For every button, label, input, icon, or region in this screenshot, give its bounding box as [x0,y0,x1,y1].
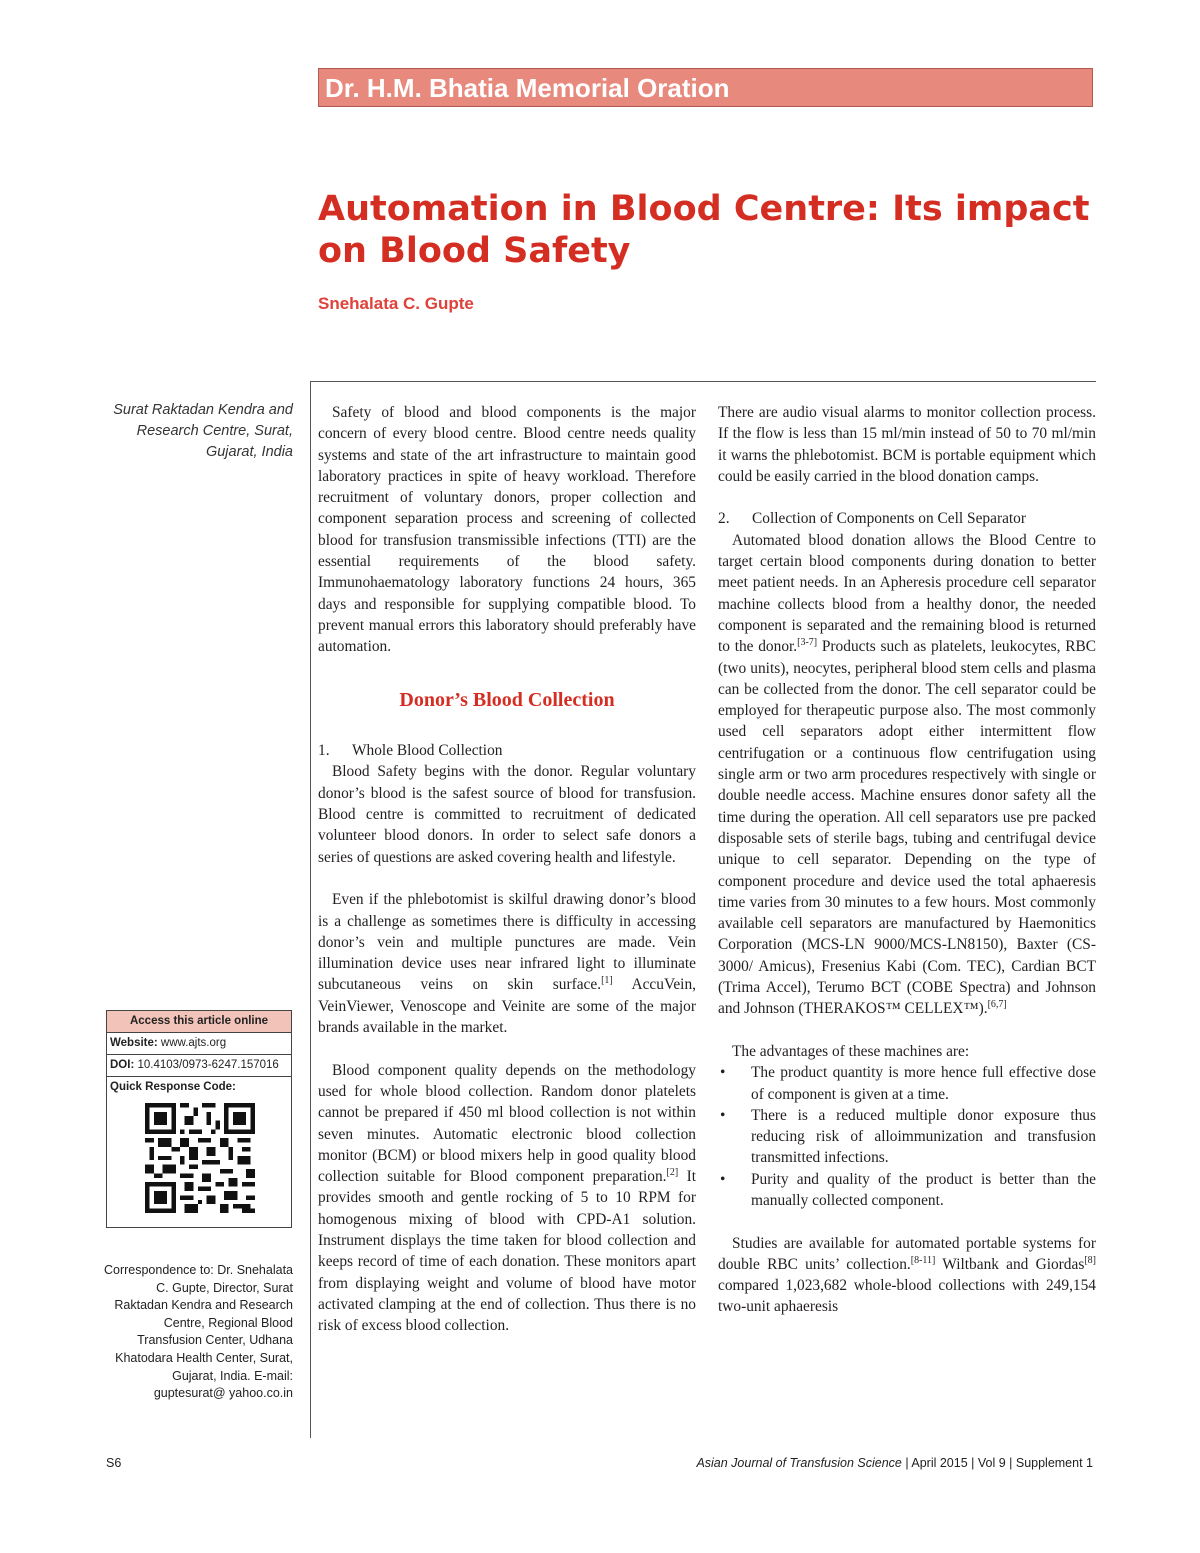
doi-label: DOI: [110,1059,135,1071]
section-heading: Donor’s Blood Collection [399,688,615,711]
correspondence-label: Correspondence to: [103,1263,214,1277]
journal-issue: | April 2015 | Vol 9 | Supplement 1 [901,1456,1093,1470]
journal-footer [696,1456,1093,1470]
body-column-left [318,402,696,1336]
page-number: S6 [106,1456,122,1470]
correspondence [100,1262,293,1403]
column-rule [310,381,311,1438]
qr-code-icon [145,1103,255,1213]
list-item: • Purity and quality of the product is better than the manually collected component. [718,1169,1096,1212]
apheresis-text: Automated blood donation allows the Blood Centre to target certain blood components during donation to better meet patient needs. In an Apheresis procedure cell separator machine collects blood from a healthy donor, the needed component is separated and the remaining blood is returned to the donor. [718,531,1096,656]
body-column-right [718,402,1096,1318]
citation: [8-11] [910,1254,936,1266]
studies-text-tail: Wiltbank and Giordas [935,1255,1085,1273]
list-item: • There is a reduced multiple donor exposure thus reducing risk of alloimmunization and transfusion transmitted infections. [718,1105,1096,1169]
access-heading: Access this article online [107,1011,291,1033]
paragraph-studies [718,1233,1096,1318]
paragraph-vein-illumination [318,889,696,1038]
doi-row [107,1055,291,1077]
qr-label-row [107,1077,291,1098]
top-rule [310,381,1096,382]
subsection-number-2: 2. [718,510,730,528]
subsection-title-1: Whole Blood Collection [352,742,503,760]
quality-text: Blood component quality depends on the methodology used for whole blood collection. Random donor platelets cannot be prepared if 450 ml blood collection is not within seven minutes. Automatic electronic blood collection monitor (BCM) or blood mixers help in good quality blood collection suitable for Blood component preparation. [318,1061,696,1186]
paragraph-alarms: There are audio visual alarms to monitor collection process. If the flow is less than 15 ml/min instead of 50 to 70 ml/min it warns the phlebotomist. BCM is portable equipment which could be easily carried in the blood donation camps. [718,404,1096,485]
section-title: Dr. H.M. Bhatia Memorial Oration [325,73,730,103]
apheresis-text-tail: Products such as platelets, leukocytes, RBC (two units), neocytes, peripheral blood stem cells and plasma can be collected from the donor. The cell separator could be employed for therapeutic purpose also. The most commonly used cell separators adopt either intermittent flow centrifugation or a continuous flow centrifugation using single arm or two arm procedures respectively with single or double needle access. Machine ensures donor safety all the time during the operation. All cell separators use pre packed disposable sets of sterile bags, tubing and centrifugal device unique to cell separator. Depending on the type of component procedure and device used the total aphaeresis time varies from 30 minutes to a few hours. Most commonly available cell separators are manufactured by Haemonitics Corporation (MCS-LN 9000/MCS-LN8150), Baxter (CS-3000/ Amicus), Fresenius Kabi (Com. TEC), Cardian BCT (Trima Accel), Terumo BCT (COBE Spectra) and Johnson and Johnson (THERAKOS™ CELLEX™). [718,638,1097,1018]
list-item: • The product quantity is more hence full effective dose of component is given at a time. [718,1062,1096,1105]
doi-value[interactable]: 10.4103/0973-6247.157016 [137,1059,279,1071]
website-link[interactable]: www.ajts.org [160,1037,227,1049]
journal-name: Asian Journal of Transfusion Science [696,1456,902,1470]
vein-text: Even if the phlebotomist is skilful drawing donor’s blood is a challenge as sometimes there is difficulty in accessing donor’s vein and multiple punctures are made. Vein illumination device uses near infrared light to illuminate subcutaneous veins on skin surface. [318,891,696,994]
article-title: Automation in Blood Centre: Its impact on Blood Safety [318,189,1090,271]
website-row [107,1033,291,1055]
citation: [3-7] [797,637,818,649]
subsection-heading-1 [318,740,696,761]
subsection-title-2: Collection of Components on Cell Separator [752,510,1026,528]
qr-label: Quick Response Code: [110,1081,236,1093]
advantages-list [718,1062,1096,1211]
subsection-number-1: 1. [318,742,330,760]
paragraph-component-quality [318,1060,696,1337]
paragraph-donor-safety: Blood Safety begins with the donor. Regular voluntary donor’s blood is the safest source of blood for transfusion. Blood centre is committed to recruitment of dedicated volunteer blood donors. In order to select safe donors a series of questions are asked covering health and lifestyle. [318,763,696,866]
advantages-intro: The advantages of these machines are: [732,1042,970,1060]
citation: [1] [601,975,613,987]
access-box [106,1010,292,1228]
citation: [8] [1084,1254,1096,1266]
section-banner [318,68,1093,107]
studies-text-tail2: compared 1,023,682 whole-blood collections with 249,154 two-unit aphaeresis [718,1277,1096,1316]
studies-text: Studies are available for automated portable systems for double RBC units’ collection. [718,1234,1096,1273]
intro-paragraph: Safety of blood and blood components is the major concern of every blood centre. Blood centre needs quality systems and state of the art infrastructure to maintain good laboratory practices in spite of heavy workload. Therefore recruitment of voluntary donors, proper collection and component separation process and screening of collected blood for transfusion transmissible infections (TTI) are the essential requirements of the blood safety. Immunohaematology laboratory functions 24 hours, 365 days and responsible for supplying compatible blood. To prevent manual errors this laboratory should preferably have automation. [318,404,696,656]
correspondence-text: Dr. Snehalata C. Gupte, Director, Surat Raktadan Kendra and Research Centre, Regional Blood Transfusion Center, Udhana Khatodara Health Center, Surat, Gujarat, India. E-mail: guptesurat@ yahoo.co.in [114,1263,293,1401]
vein-text-tail: AccuVein, VeinViewer, Venoscope and Veinite are some of the major brands available in the market. [318,976,696,1037]
affiliation: Surat Raktadan Kendra and Research Centre, Surat, Gujarat, India [113,402,293,460]
website-label: Website: [110,1037,158,1049]
citation: [6,7] [987,999,1007,1011]
citation: [2] [666,1166,679,1178]
quality-text-tail: It provides smooth and gentle rocking of 5 to 10 RPM for homogenous mixing of blood with CPD-A1 solution. Instrument displays the time taken for blood collection and keeps record of time of each donation. These monitors apart from displaying weight and volume of blood have motor activated clamping at the end of collection. Thus there is no risk of excess blood collection. [318,1168,697,1335]
paragraph-apheresis [718,530,1096,1020]
article-author: Snehalata C. Gupte [318,294,474,313]
subsection-heading-2 [718,508,1096,529]
